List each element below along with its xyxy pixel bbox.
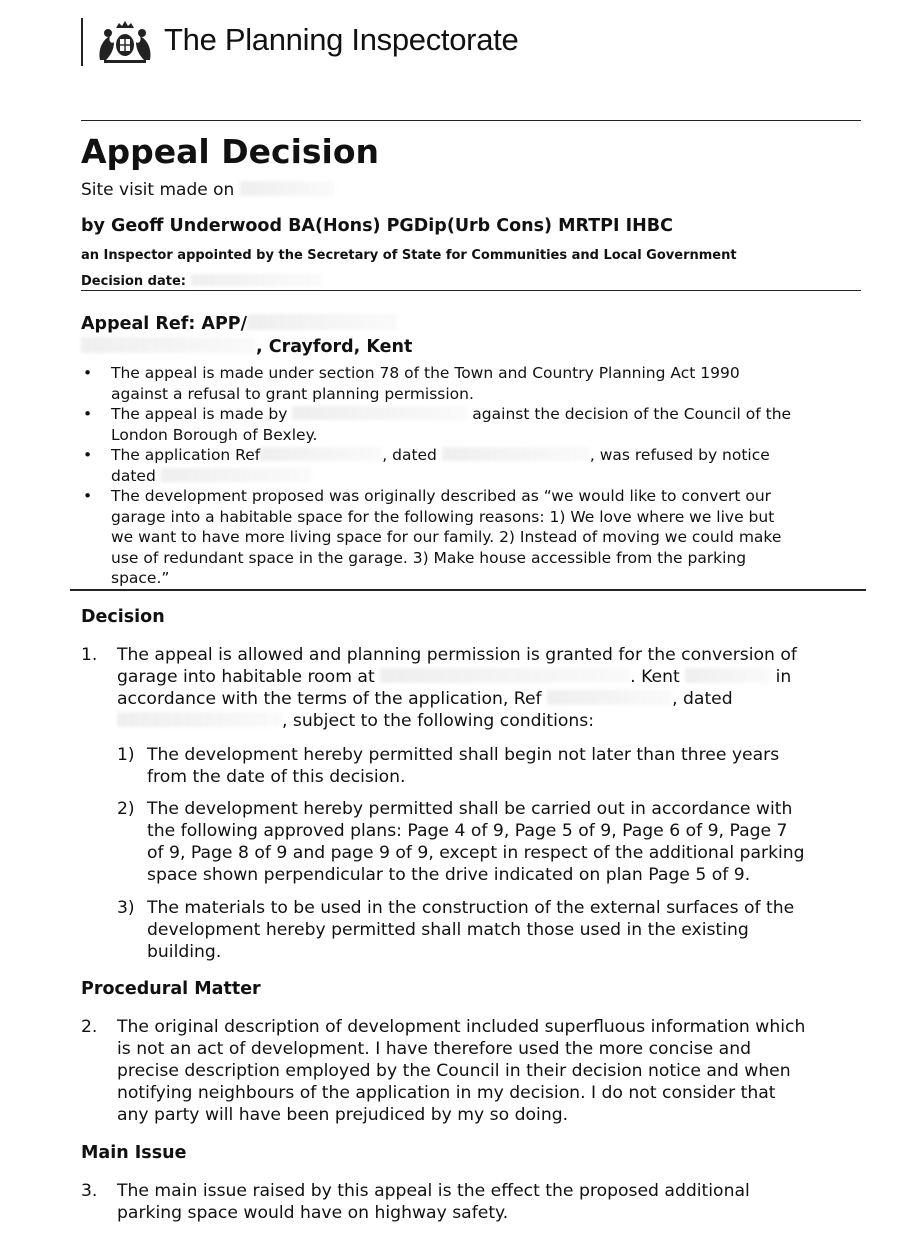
condition-item — [117, 744, 862, 788]
paragraph-line: The appeal is allowed and planning permission is granted for the conversion of — [117, 645, 797, 665]
bullet-text: The appeal is made by — [111, 405, 288, 423]
bullet-application — [83, 445, 851, 486]
redacted-text — [161, 468, 311, 482]
appeal-address-text: , Crayford, Kent — [256, 337, 413, 357]
redacted-text — [81, 337, 256, 353]
appeal-address — [81, 337, 412, 357]
appeal-ref — [81, 314, 397, 334]
bullet-text: , dated — [382, 446, 437, 464]
condition-line: from the date of this decision. — [147, 767, 406, 787]
paragraph-line: is not an act of development. I have therefore used the more concise and — [117, 1039, 752, 1059]
condition-line: The development hereby permitted shall be carried out in accordance with — [147, 799, 793, 819]
bullet-text: The application Ref — [111, 446, 261, 464]
main-issue-heading: Main Issue — [81, 1143, 187, 1163]
condition-number: 1) — [117, 745, 135, 765]
paragraph-text: , dated — [672, 689, 733, 709]
condition-line: of 9, Page 8 of 9 and page 9 of 9, except in respect of the additional parking — [147, 843, 805, 863]
condition-line: The materials to be used in the construction of the external surfaces of the — [147, 898, 795, 918]
redacted-text — [685, 668, 770, 683]
paragraph-text: garage into habitable room at — [117, 667, 375, 687]
paragraph-number: 2. — [81, 1017, 98, 1037]
paragraph-line: parking space would have on highway safety. — [117, 1203, 509, 1223]
bullet-line: we want to have more living space for our family. 2) Instead of moving we could make — [111, 528, 782, 546]
bullet-icon: • — [83, 487, 93, 505]
bullet-line: The development proposed was originally described as “we would like to convert our — [111, 487, 772, 505]
condition-item — [117, 798, 862, 886]
redacted-text — [240, 181, 335, 196]
bullet-line: garage into a habitable space for the following reasons: 1) We love where we live but — [111, 507, 775, 526]
paragraph-line: precise description employed by the Council in their decision notice and when — [117, 1061, 791, 1081]
appointed-by: an Inspector appointed by the Secretary of State for Communities and Local Government — [81, 248, 737, 263]
paragraph-line: notifying neighbours of the application in my decision. I do not consider that — [117, 1083, 776, 1103]
inspector-name: by Geoff Underwood BA(Hons) PGDip(Urb Cons) MRTPI IHBC — [81, 216, 673, 236]
site-visit-label: Site visit made on — [81, 180, 235, 200]
bullet-appeal-section — [83, 363, 851, 404]
bullet-line: London Borough of Bexley. — [111, 425, 318, 444]
condition-item — [117, 897, 862, 963]
bullet-line: use of redundant space in the garage. 3) Make house accessible from the parking — [111, 548, 747, 567]
royal-coat-of-arms-icon — [94, 20, 156, 66]
redacted-text — [380, 668, 630, 683]
bullet-line: against a refusal to grant planning permission. — [111, 384, 474, 403]
bullet-icon: • — [83, 405, 93, 423]
bullet-icon: • — [83, 446, 93, 464]
condition-line: building. — [147, 942, 222, 962]
paragraph-line: The original description of development included superfluous information which — [117, 1017, 806, 1037]
condition-number: 2) — [117, 799, 135, 819]
decision-heading: Decision — [81, 607, 165, 627]
section-rule — [70, 589, 866, 591]
decision-paragraph — [81, 644, 862, 732]
bullet-development — [83, 486, 861, 589]
paragraph-text: , subject to the following conditions: — [282, 711, 595, 731]
bullet-icon: • — [83, 364, 93, 382]
condition-line: The development hereby permitted shall begin not later than three years — [147, 745, 780, 765]
redacted-text — [247, 314, 397, 330]
bullet-line: space.” — [111, 569, 170, 587]
procedural-paragraph — [81, 1016, 862, 1126]
bullet-appellant — [83, 404, 851, 445]
paragraph-number: 3. — [81, 1181, 98, 1201]
decision-date — [81, 274, 321, 289]
redacted-text — [292, 406, 467, 420]
bullet-text: , was refused by notice — [589, 446, 770, 464]
condition-line: development hereby permitted shall match those used in the existing — [147, 920, 749, 940]
appeal-ref-label: Appeal Ref: APP/ — [81, 314, 248, 334]
decision-date-label: Decision date: — [81, 274, 186, 289]
condition-line: space shown perpendicular to the drive indicated on plan Page 5 of 9. — [147, 865, 751, 885]
title-rule — [81, 120, 861, 121]
procedural-heading: Procedural Matter — [81, 979, 261, 999]
paragraph-number: 1. — [81, 645, 98, 665]
redacted-text — [260, 447, 382, 461]
paragraph-text: . Kent — [630, 667, 680, 687]
paragraph-text: in — [775, 667, 792, 687]
redacted-text — [117, 712, 282, 727]
organisation-name: The Planning Inspectorate — [164, 22, 519, 57]
paragraph-line: The main issue raised by this appeal is the effect the proposed additional — [117, 1181, 750, 1201]
site-visit — [81, 180, 335, 200]
redacted-text — [442, 447, 590, 461]
bullet-text: against the decision of the Council of the — [472, 405, 792, 423]
condition-number: 3) — [117, 898, 135, 918]
header-divider — [81, 18, 83, 66]
bullet-line: The appeal is made under section 78 of the Town and Country Planning Act 1990 — [111, 364, 740, 382]
header-rule — [81, 290, 861, 291]
page-title: Appeal Decision — [81, 132, 379, 171]
bullet-text: dated — [111, 466, 156, 485]
condition-line: the following approved plans: Page 4 of 9, Page 5 of 9, Page 6 of 9, Page 7 — [147, 821, 788, 841]
main-issue-paragraph — [81, 1180, 862, 1224]
paragraph-line: any party will have been prejudiced by my so doing. — [117, 1105, 569, 1125]
redacted-text — [547, 690, 672, 705]
paragraph-text: accordance with the terms of the application, Ref — [117, 689, 542, 709]
redacted-text — [191, 274, 321, 286]
